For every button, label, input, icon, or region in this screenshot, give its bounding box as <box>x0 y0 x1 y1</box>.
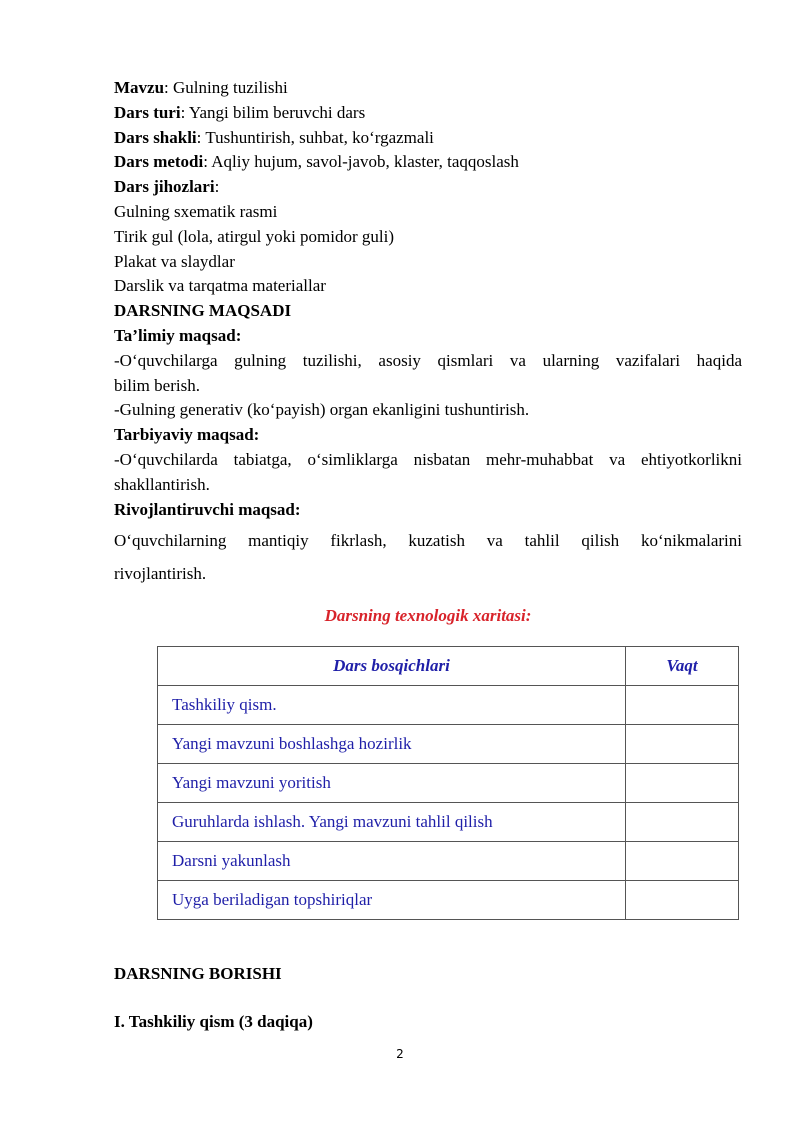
dev-line: rivojlantirish. <box>114 564 207 584</box>
technology-map-table <box>157 646 739 920</box>
equipment-item: Gulning sxematik rasmi <box>114 201 278 221</box>
edu-goal-line: bilim berish. <box>114 375 200 395</box>
goals-heading: DARSNING MAQSADI <box>114 301 292 321</box>
stage-cell: Yangi mavzuni yoritish <box>158 764 626 803</box>
time-cell <box>626 842 739 881</box>
stage-cell: Darsni yakunlash <box>158 842 626 881</box>
dev-line: O‘quvchilarning mantiqiy fikrlash, kuzatish va tahlil qilish ko‘nikmalarini <box>114 531 742 551</box>
edu-goal-heading: Ta’limiy maqsad: <box>114 325 242 345</box>
stage-cell: Guruhlarda ishlash. Yangi mavzuni tahlil qilish <box>158 803 626 842</box>
header-stages: Dars bosqichlari <box>158 647 626 686</box>
table-row <box>158 803 739 842</box>
equipment-item: Plakat va slaydlar <box>114 251 235 271</box>
table-header-row <box>158 647 739 686</box>
header-time: Vaqt <box>626 647 739 686</box>
meta-topic: Mavzu: Gulning tuzilishi <box>114 78 288 97</box>
upbringing-heading: Tarbiyaviy maqsad: <box>114 425 260 445</box>
table-row <box>158 842 739 881</box>
time-cell <box>626 803 739 842</box>
meta-lesson-type: Dars turi: Yangi bilim beruvchi dars <box>114 102 366 122</box>
page-content <box>114 76 742 630</box>
page-number: 2 <box>396 1047 404 1061</box>
section1-heading: I. Tashkiliy qism (3 daqiqa) <box>114 1012 313 1031</box>
upbringing-line: shakllantirish. <box>114 474 210 494</box>
time-cell <box>626 686 739 725</box>
equipment-item: Darslik va tarqatma materiallar <box>114 276 326 296</box>
stage-cell: Tashkiliy qism. <box>158 686 626 725</box>
table-row <box>158 764 739 803</box>
equipment-item: Tirik gul (lola, atirgul yoki pomidor guli) <box>114 226 395 246</box>
table-row <box>158 881 739 920</box>
meta-lesson-method: Dars metodi: Aqliy hujum, savol-javob, klaster, taqqoslash <box>114 152 519 172</box>
map-title: Darsning texnologik xaritasi: <box>324 606 532 626</box>
dev-heading: Rivojlantiruvchi maqsad: <box>114 499 301 519</box>
table-row <box>158 686 739 725</box>
edu-goal-line: -Gulning generativ (ko‘payish) organ ekanligini tushuntirish. <box>114 400 530 420</box>
stage-cell: Yangi mavzuni boshlashga hozirlik <box>158 725 626 764</box>
time-cell <box>626 725 739 764</box>
meta-lesson-form: Dars shakli: Tushuntirish, suhbat, ko‘rgazmali <box>114 127 434 147</box>
stage-cell: Uyga beriladigan topshiriqlar <box>158 881 626 920</box>
course-heading: DARSNING BORISHI <box>114 964 282 983</box>
edu-goal-line: -O‘quvchilarga gulning tuzilishi, asosiy qismlari va ularning vazifalari haqida <box>114 350 742 370</box>
table-row <box>158 725 739 764</box>
time-cell <box>626 881 739 920</box>
time-cell <box>626 764 739 803</box>
meta-equipment: Dars jihozlari: <box>114 177 220 197</box>
upbringing-line: -O‘quvchilarda tabiatga, o‘simliklarga nisbatan mehr-muhabbat va ehtiyotkorlikni <box>114 449 742 469</box>
